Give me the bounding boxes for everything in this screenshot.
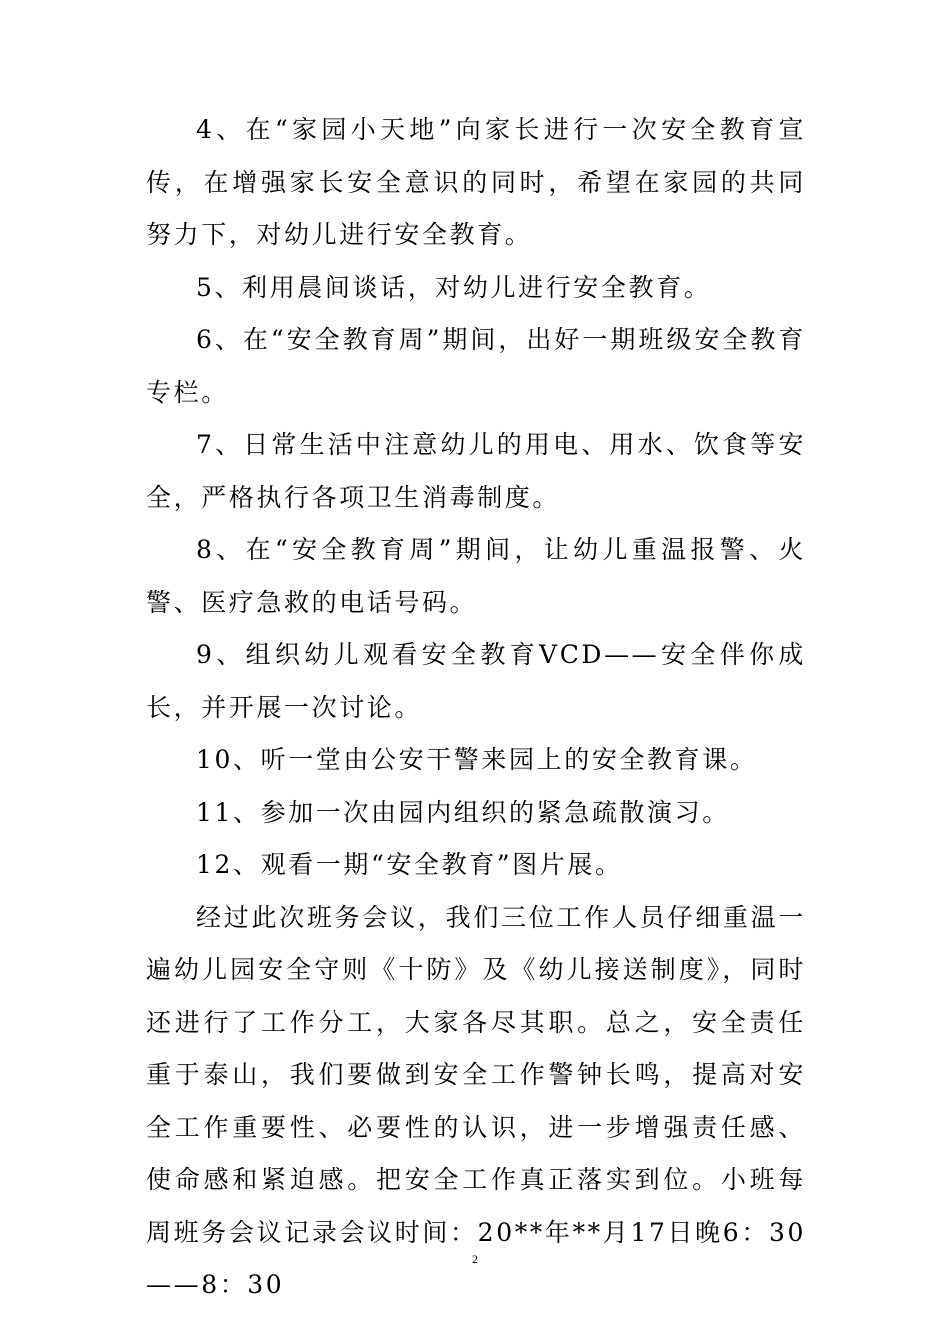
paragraph-item-7: 7、日常生活中注意幼儿的用电、用水、饮食等安全，严格执行各项卫生消毒制度。 <box>146 430 806 512</box>
paragraph-item-8: 8、在“安全教育周”期间，让幼儿重温报警、火警、医疗急救的电话号码。 <box>146 535 806 617</box>
paragraph-item-11: 11、参加一次由园内组织的紧急疏散演习。 <box>196 797 730 827</box>
page-number: 2 <box>472 1252 478 1266</box>
paragraph-item-10: 10、听一堂由公安干警来园上的安全教育课。 <box>196 745 758 774</box>
paragraph-item-4: 4、在“家园小天地”向家长进行一次安全教育宣传，在增强家长安全意识的同时，希望在家园的共同努力下，对幼儿进行安全教育。 <box>146 115 806 249</box>
document-body <box>146 104 806 1312</box>
paragraph-item-5: 5、利用晨间谈话，对幼儿进行安全教育。 <box>196 272 712 302</box>
paragraph-item-6: 6、在“安全教育周”期间，出好一期班级安全教育专栏。 <box>146 325 806 407</box>
paragraph-item-12: 12、观看一期“安全教育”图片展。 <box>196 850 623 879</box>
summary-paragraph: 经过此次班务会议，我们三位工作人员仔细重温一遍幼儿园安全守则《十防》及《幼儿接送制度》，同时还进行了工作分工，大家各尽其职。总之，安全责任重于泰山，我们要做到安全工作警钟长鸣，提高对安全工作重要性、必要性的认识，进一步增强责任感、使命感和紧迫感。把安全工作真正落实到位。小班每周班务会议记录会议时间：20**年**月17日晚6：30——8：30 <box>146 902 806 1299</box>
paragraph-item-9: 9、组织幼儿观看安全教育VCD——安全伴你成长，并开展一次讨论。 <box>146 640 806 722</box>
